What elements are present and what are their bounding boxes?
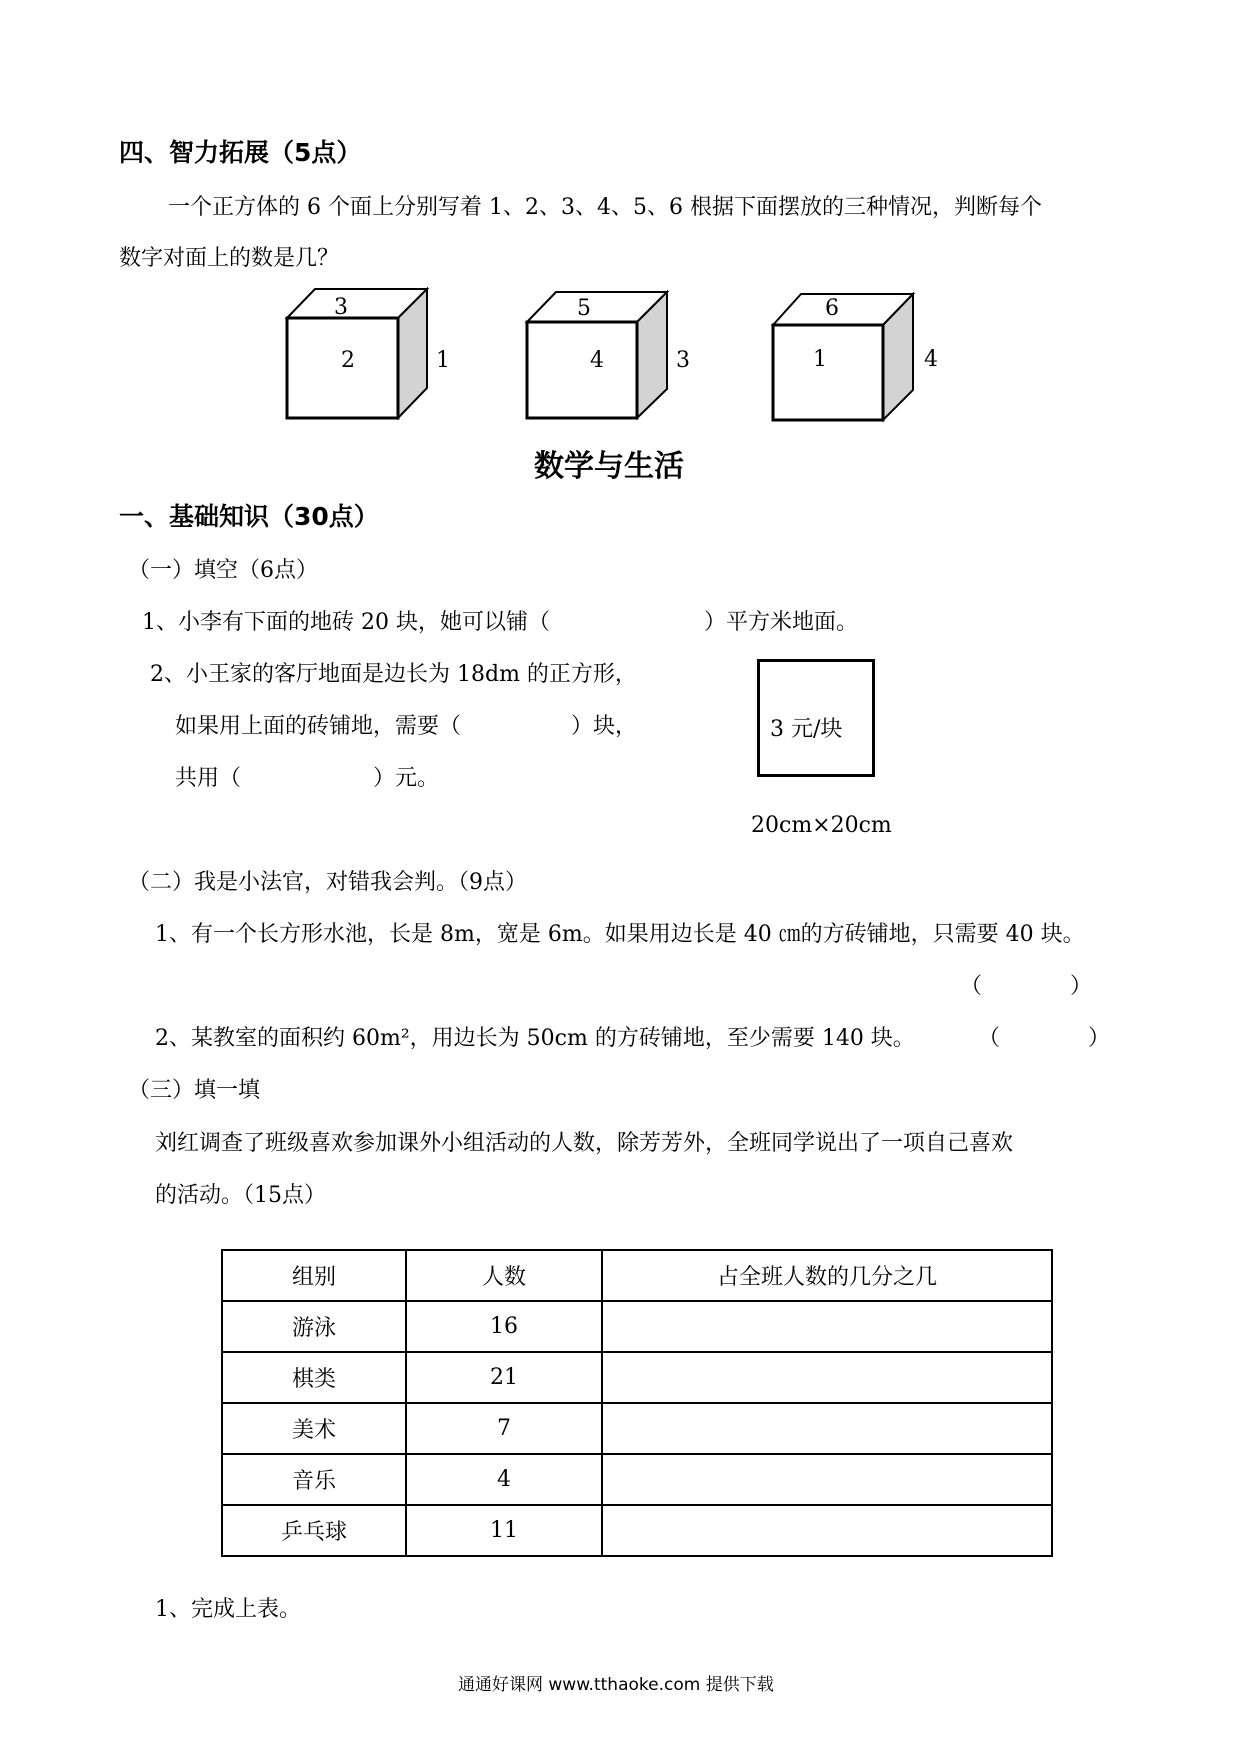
cube-2-top-number: 5 bbox=[577, 296, 591, 321]
part1-heading: （一）填空（6点） bbox=[128, 558, 318, 583]
cube-1-front-number: 2 bbox=[341, 348, 355, 373]
part2-question-2: 2、某教室的面积约 60m²，用边长为 50cm 的方砖铺地，至少需要 140 块。 bbox=[155, 1026, 915, 1051]
table-cell-fraction[interactable] bbox=[602, 1301, 1052, 1352]
table-cell-group: 美术 bbox=[222, 1403, 406, 1454]
table-cell-fraction[interactable] bbox=[602, 1454, 1052, 1505]
cube-1-side-number: 1 bbox=[436, 348, 450, 373]
table-header-fraction: 占全班人数的几分之几 bbox=[602, 1250, 1052, 1301]
table-cell-count: 16 bbox=[406, 1301, 602, 1352]
table-cell-count: 11 bbox=[406, 1505, 602, 1556]
cube-1 bbox=[287, 289, 450, 418]
cube-3-front-number: 1 bbox=[813, 347, 827, 372]
tile-size-label: 20cm×20cm bbox=[751, 813, 892, 838]
cube-3-top-number: 6 bbox=[825, 296, 839, 321]
section1-heading: 一、基础知识（30点） bbox=[119, 502, 379, 531]
cube-1-top-number: 3 bbox=[334, 295, 348, 320]
cube-3-side-number: 4 bbox=[924, 347, 938, 372]
part3-intro-line1: 刘红调查了班级喜欢参加课外小组活动的人数，除芳芳外，全班同学说出了一项自己喜欢 bbox=[155, 1131, 1014, 1156]
page-footer: 通通好课网 www.tthaoke.com 提供下载 bbox=[458, 1675, 774, 1695]
table-cell-count: 21 bbox=[406, 1352, 602, 1403]
section4-question-line1: 一个正方体的 6 个面上分别写着 1、2、3、4、5、6 根据下面摆放的三种情况，判断每个 bbox=[168, 195, 1042, 220]
part3-intro-line2: 的活动。（15点） bbox=[155, 1183, 326, 1208]
part2-heading: （二）我是小法官，对错我会判。（9点） bbox=[128, 870, 527, 895]
section4-question-line2: 数字对面上的数是几？ bbox=[119, 246, 340, 271]
part2-question-1-answer-blank[interactable]: （ ） bbox=[960, 974, 1093, 999]
part1-question-2-line1: 2、小王家的客厅地面是边长为 18dm 的正方形， bbox=[150, 662, 637, 687]
part2-question-2-answer-blank[interactable]: （ ） bbox=[978, 1026, 1111, 1051]
table-row bbox=[222, 1454, 1052, 1505]
cube-2 bbox=[527, 292, 690, 418]
document-title: 数学与生活 bbox=[534, 449, 684, 484]
activity-survey-table bbox=[221, 1249, 1053, 1557]
part3-task-1: 1、完成上表。 bbox=[155, 1597, 301, 1622]
tile-price-label: 3 元/块 bbox=[770, 717, 843, 742]
table-row bbox=[222, 1301, 1052, 1352]
floor-tile-figure bbox=[757, 659, 875, 777]
table-cell-fraction[interactable] bbox=[602, 1505, 1052, 1556]
table-row bbox=[222, 1403, 1052, 1454]
part1-question-2-line2: 如果用上面的砖铺地，需要（ ）块， bbox=[175, 714, 638, 739]
table-cell-group: 音乐 bbox=[222, 1454, 406, 1505]
table-cell-fraction[interactable] bbox=[602, 1352, 1052, 1403]
table-cell-count: 4 bbox=[406, 1454, 602, 1505]
table-cell-fraction[interactable] bbox=[602, 1403, 1052, 1454]
cube-2-front-number: 4 bbox=[590, 348, 604, 373]
cube-2-side-number: 3 bbox=[676, 348, 690, 373]
table-cell-group: 乒乓球 bbox=[222, 1505, 406, 1556]
cube-3 bbox=[773, 294, 938, 420]
section4-heading: 四、智力拓展（5点） bbox=[119, 138, 362, 167]
part1-question-1: 1、小李有下面的地砖 20 块，她可以铺（ ）平方米地面。 bbox=[142, 610, 858, 635]
part1-question-2-line3: 共用（ ）元。 bbox=[175, 766, 440, 791]
table-cell-group: 棋类 bbox=[222, 1352, 406, 1403]
table-header-row bbox=[222, 1250, 1052, 1301]
table-row bbox=[222, 1505, 1052, 1556]
table-header-group: 组别 bbox=[222, 1250, 406, 1301]
table-cell-group: 游泳 bbox=[222, 1301, 406, 1352]
table-header-count: 人数 bbox=[406, 1250, 602, 1301]
part3-heading: （三）填一填 bbox=[128, 1078, 261, 1103]
table-row bbox=[222, 1352, 1052, 1403]
table-cell-count: 7 bbox=[406, 1403, 602, 1454]
part2-question-1: 1、有一个长方形水池，长是 8m，宽是 6m。如果用边长是 40 ㎝的方砖铺地，只需要 40 块。 bbox=[155, 922, 1085, 947]
cubes-figure bbox=[0, 0, 1240, 460]
